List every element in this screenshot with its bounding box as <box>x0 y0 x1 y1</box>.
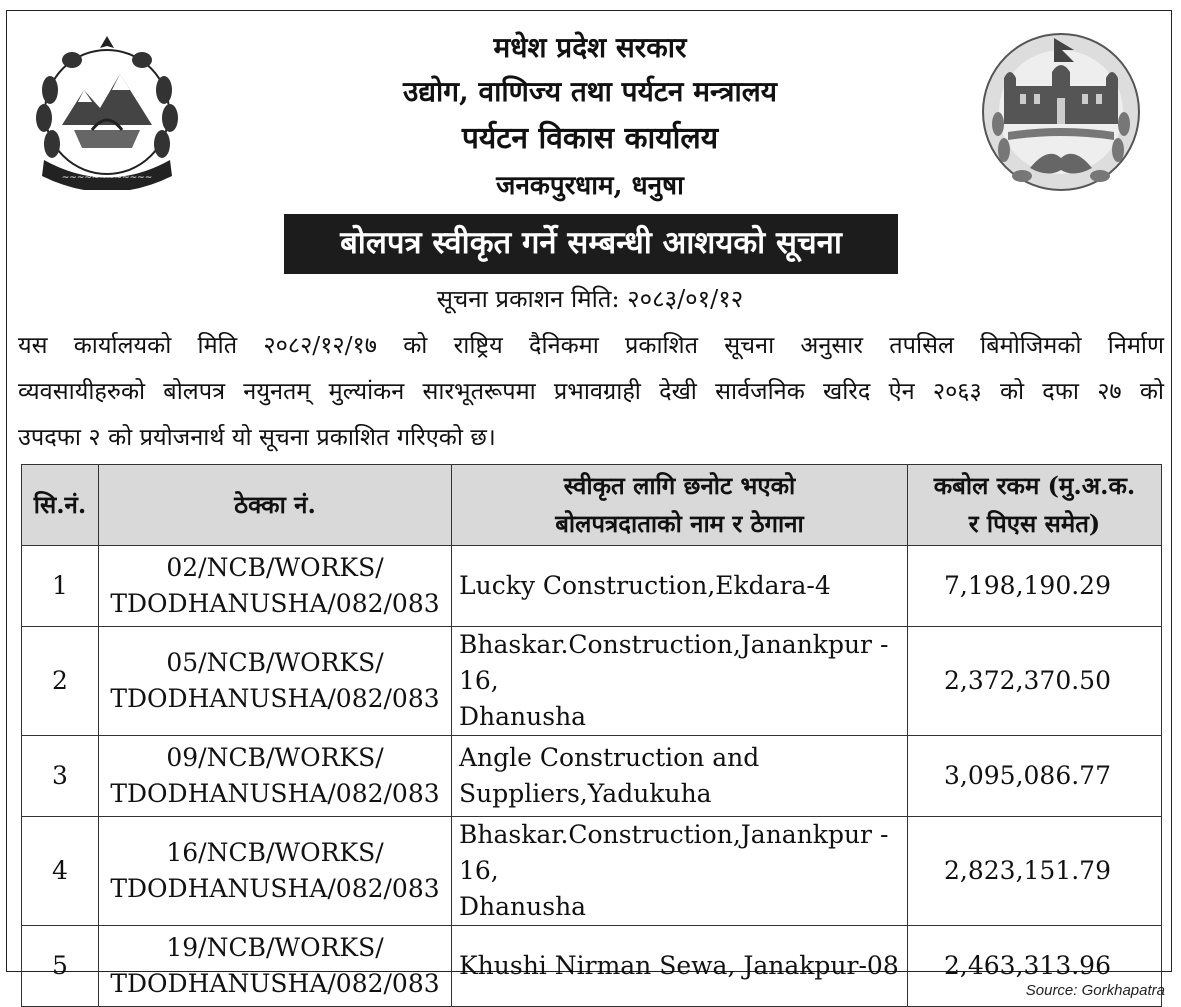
bidder-line: Suppliers,Yadukuha <box>459 779 712 808</box>
contract-no-line: TDODHANUSHA/082/083 <box>110 684 440 713</box>
contract-no-line: TDODHANUSHA/082/083 <box>110 874 440 903</box>
cell-bidder <box>452 926 908 1007</box>
cell-contract-no <box>99 736 452 817</box>
source-credit: Source: Gorkhapatra <box>1025 982 1165 999</box>
contract-no-line: 16/NCB/WORKS/ <box>166 838 384 867</box>
cell-sn: 3 <box>22 736 99 817</box>
cell-sn: 1 <box>22 546 99 627</box>
cell-sn: 2 <box>22 627 99 736</box>
notice-body-line: व्यवसायीहरुको बोलपत्र नयुनतम् मुल्यांकन सारभूतरूपमा प्रभावग्राही देखी सार्वजनिक खरिद ऐन २०६३ को दफा २७ को <box>18 377 1164 405</box>
column-header-bidder <box>452 465 908 546</box>
contract-no-line: TDODHANUSHA/082/083 <box>110 589 440 618</box>
notice-body-line: यस कार्यालयको मिति २०८२/१२/१७ को राष्ट्रिय दैनिकमा प्रकाशित सूचना अनुसार तपसिल बिमोजिमको निर्माण <box>18 331 1164 359</box>
bidder-line: Khushi Nirman Sewa, Janakpur-08 <box>459 951 899 980</box>
cell-sn: 4 <box>22 817 99 926</box>
cell-bidder <box>452 817 908 926</box>
province-government-title: मधेश प्रदेश सरकार <box>493 31 687 64</box>
table-header-row <box>22 465 1162 546</box>
column-header-sn: सि.नं. <box>22 465 99 546</box>
notice-title-banner: बोलपत्र स्वीकृत गर्ने सम्बन्धी आशयको सूचना <box>284 214 898 274</box>
bidder-line: Dhanusha <box>459 892 587 921</box>
contract-no-line: TDODHANUSHA/082/083 <box>110 779 440 808</box>
nepal-government-emblem-icon <box>22 30 192 190</box>
column-header-bidder-line: स्वीकृत लागि छनोट भएको <box>563 471 796 500</box>
bidder-line: Angle Construction and <box>459 743 760 772</box>
svg-text:~~~~~~~~~~~~: ~~~~~~~~~~~~ <box>61 173 153 183</box>
cell-bidder <box>452 546 908 627</box>
column-header-amount-line: र पिएस समेत) <box>968 509 1101 538</box>
bidder-line: Bhaskar.Construction,Janankpur - 16, <box>459 630 889 695</box>
cell-sn: 5 <box>22 926 99 1007</box>
office-title: पर्यटन विकास कार्यालय <box>461 121 719 156</box>
contract-no-line: TDODHANUSHA/082/083 <box>110 969 440 998</box>
contract-no-line: 02/NCB/WORKS/ <box>166 553 384 582</box>
cell-bidder <box>452 736 908 817</box>
notice-body <box>18 322 1164 460</box>
bidder-line: Dhanusha <box>459 702 587 731</box>
column-header-contract-no: ठेक्का नं. <box>99 465 452 546</box>
madhesh-province-emblem-icon <box>978 28 1144 198</box>
notice-body-line: उपदफा २ को प्रयोजनार्थ यो सूचना प्रकाशित गरिएको छ। <box>18 423 496 451</box>
cell-amount: 7,198,190.29 <box>908 546 1162 627</box>
cell-contract-no <box>99 926 452 1007</box>
table-row <box>22 817 1162 926</box>
bidder-line: Lucky Construction,Ekdara-4 <box>459 571 831 600</box>
ministry-title: उद्योग, वाणिज्य तथा पर्यटन मन्त्रालय <box>403 75 777 108</box>
cell-amount: 2,372,370.50 <box>908 627 1162 736</box>
table-row <box>22 736 1162 817</box>
cell-contract-no <box>99 627 452 736</box>
contract-no-line: 09/NCB/WORKS/ <box>166 743 384 772</box>
cell-bidder <box>452 627 908 736</box>
cell-amount: 2,463,313.96 <box>908 926 1162 1007</box>
contract-no-line: 05/NCB/WORKS/ <box>166 648 384 677</box>
awarded-bids-table <box>21 464 1162 1007</box>
column-header-bidder-line: बोलपत्रदाताको नाम र ठेगाना <box>555 509 804 538</box>
contract-no-line: 19/NCB/WORKS/ <box>166 933 384 962</box>
cell-contract-no <box>99 546 452 627</box>
column-header-amount-line: कबोल रकम (मु.अ.क. <box>933 471 1136 500</box>
cell-amount: 3,095,086.77 <box>908 736 1162 817</box>
cell-contract-no <box>99 817 452 926</box>
office-location: जनकपुरधाम, धनुषा <box>496 171 684 201</box>
bidder-line: Bhaskar.Construction,Janankpur - 16, <box>459 820 889 885</box>
column-header-amount <box>908 465 1162 546</box>
publication-date: सूचना प्रकाशन मिति: २०८३/०१/१२ <box>436 285 744 313</box>
cell-amount: 2,823,151.79 <box>908 817 1162 926</box>
table-row <box>22 627 1162 736</box>
table-row <box>22 546 1162 627</box>
table-row <box>22 926 1162 1007</box>
